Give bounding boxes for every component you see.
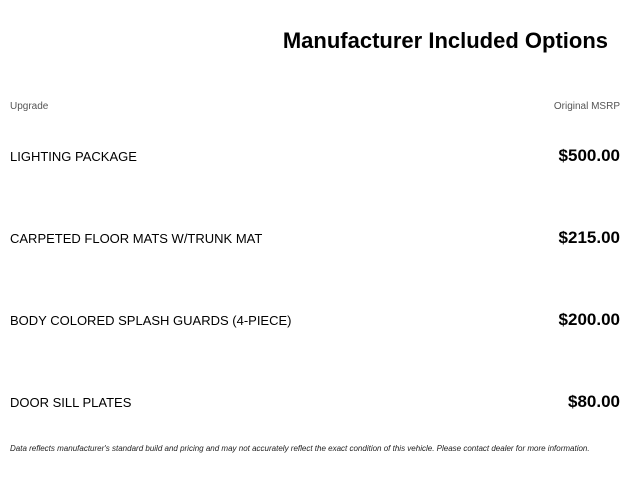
disclaimer-text: Data reflects manufacturer's standard build and pricing and may not accurately reflect the exact condition of this vehicle. Please contact dealer for more information.: [10, 444, 590, 453]
page-title: Manufacturer Included Options: [282, 28, 608, 53]
option-row: [10, 227, 620, 249]
option-row: [10, 391, 620, 413]
option-name: CARPETED FLOOR MATS W/TRUNK MAT: [10, 230, 263, 246]
option-row: [10, 309, 620, 331]
option-row: [10, 145, 620, 167]
column-header-row: [10, 99, 620, 113]
option-name: LIGHTING PACKAGE: [10, 148, 137, 164]
option-name: DOOR SILL PLATES: [10, 394, 132, 410]
upgrade-column-header: Upgrade: [10, 100, 49, 112]
option-name: BODY COLORED SPLASH GUARDS (4-PIECE): [10, 312, 292, 328]
option-price: $80.00: [568, 392, 620, 411]
msrp-column-header: Original MSRP: [553, 100, 620, 112]
option-price: $200.00: [558, 310, 620, 329]
option-price: $500.00: [558, 146, 620, 165]
option-price: $215.00: [558, 228, 620, 247]
